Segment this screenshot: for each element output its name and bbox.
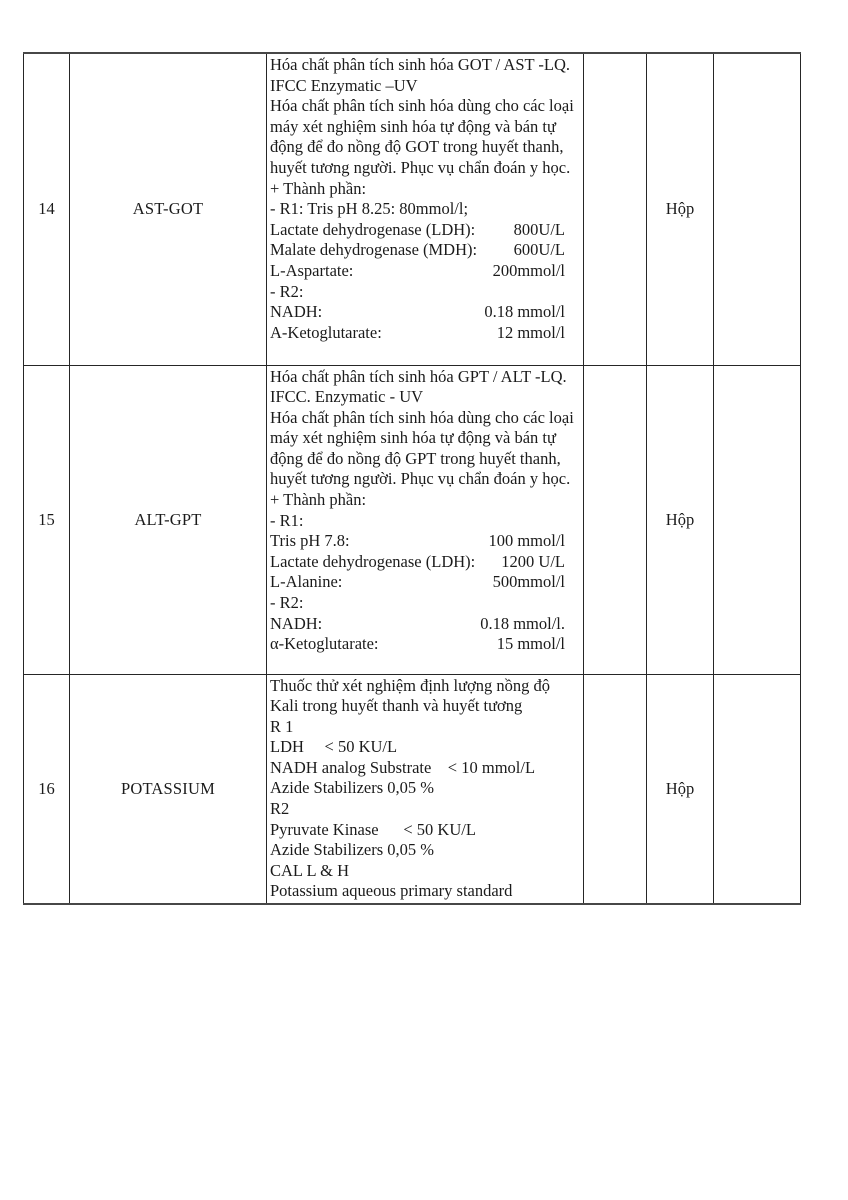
empty-cell xyxy=(714,365,801,674)
description-line xyxy=(270,861,581,882)
description-line-value: 200mmol/l xyxy=(492,260,565,280)
description-line xyxy=(270,552,581,573)
unit-cell: Hộp xyxy=(647,674,714,904)
description-line-text: LDH < 50 KU/L xyxy=(270,737,398,757)
description-line-value: 12 mmol/l xyxy=(496,322,565,342)
description-line xyxy=(270,96,581,117)
unit-cell: Hộp xyxy=(647,53,714,365)
description-line xyxy=(270,387,581,408)
description-line-text: IFCC. Enzymatic - UV xyxy=(270,387,424,407)
description-line xyxy=(270,158,581,179)
description-line-text: Pyruvate Kinase < 50 KU/L xyxy=(270,819,476,839)
description-line xyxy=(270,117,581,138)
description-line-text: CAL L & H xyxy=(270,860,349,880)
description-line-text: R 1 xyxy=(270,716,294,736)
description-cell xyxy=(267,365,584,674)
description-line xyxy=(270,676,581,697)
stt-cell: 15 xyxy=(24,365,70,674)
description-line xyxy=(270,261,581,282)
description-line-text: - R1: xyxy=(270,510,304,530)
description-line xyxy=(270,323,581,344)
description-line-value: 600U/L xyxy=(513,240,565,260)
description-line xyxy=(270,778,581,799)
description-line-text: - R2: xyxy=(270,593,304,613)
description-line-text: NADH analog Substrate < 10 mmol/L xyxy=(270,757,536,777)
description-line xyxy=(270,55,581,76)
description-cell xyxy=(267,53,584,365)
description-line-text: máy xét nghiệm sinh hóa tự động và bán tự xyxy=(270,116,556,136)
stt-cell: 16 xyxy=(24,674,70,904)
description-line-text: IFCC Enzymatic –UV xyxy=(270,75,418,95)
description-line xyxy=(270,179,581,200)
description-line xyxy=(270,137,581,158)
description-line-text: A-Ketoglutarate: xyxy=(270,322,382,342)
description-line-text: R2 xyxy=(270,799,290,819)
description-line xyxy=(270,737,581,758)
description-line-text: NADH: xyxy=(270,302,323,322)
description-line-text: động để đo nồng độ GOT trong huyết thanh, xyxy=(270,137,564,157)
description-line-text: huyết tương người. Phục vụ chẩn đoán y học. xyxy=(270,157,571,177)
description-line xyxy=(270,572,581,593)
description-line-value: 100 mmol/l xyxy=(488,531,565,551)
name-cell: POTASSIUM xyxy=(70,674,267,904)
name-cell: ALT-GPT xyxy=(70,365,267,674)
description-line-text: Azide Stabilizers 0,05 % xyxy=(270,778,435,798)
name-cell: AST-GOT xyxy=(70,53,267,365)
table-row xyxy=(24,365,801,674)
description-line xyxy=(270,76,581,97)
description-line xyxy=(270,367,581,388)
empty-cell xyxy=(584,53,647,365)
description-line-value: 0.18 mmol/l. xyxy=(480,613,565,633)
description-line xyxy=(270,820,581,841)
stt-cell: 14 xyxy=(24,53,70,365)
description-line xyxy=(270,428,581,449)
empty-cell xyxy=(584,674,647,904)
description-cell xyxy=(267,674,584,904)
description-line-text: động để đo nồng độ GPT trong huyết thanh, xyxy=(270,448,561,468)
description-line-text: Thuốc thử xét nghiệm định lượng nồng độ xyxy=(270,675,551,695)
description-line xyxy=(270,799,581,820)
description-line-value: 0.18 mmol/l xyxy=(484,302,565,322)
description-line-text: Lactate dehydrogenase (LDH): xyxy=(270,219,476,239)
description-line xyxy=(270,408,581,429)
description-line-text: - R1: Tris pH 8.25: 80mmol/l; xyxy=(270,199,469,219)
description-line xyxy=(270,302,581,323)
description-line-text: + Thành phần: xyxy=(270,490,367,510)
description-line-text: Azide Stabilizers 0,05 % xyxy=(270,840,435,860)
description-line-value: 15 mmol/l xyxy=(496,634,565,654)
description-line xyxy=(270,531,581,552)
description-line-text: Hóa chất phân tích sinh hóa dùng cho các loại xyxy=(270,407,574,427)
description-line-text: Potassium aqueous primary standard xyxy=(270,881,513,901)
description-line xyxy=(270,696,581,717)
description-line xyxy=(270,449,581,470)
empty-cell xyxy=(584,365,647,674)
description-line-text: Kali trong huyết thanh và huyết tương xyxy=(270,696,523,716)
description-line xyxy=(270,634,581,655)
description-line-text: NADH: xyxy=(270,613,323,633)
empty-cell xyxy=(714,674,801,904)
description-line-text: Lactate dehydrogenase (LDH): xyxy=(270,551,476,571)
description-line-text: L-Alanine: xyxy=(270,572,343,592)
unit-cell: Hộp xyxy=(647,365,714,674)
description-line-value: 800U/L xyxy=(513,219,565,239)
description-line xyxy=(270,614,581,635)
reagent-table xyxy=(23,52,801,905)
description-line-text: Hóa chất phân tích sinh hóa GOT / AST -LQ. xyxy=(270,55,571,74)
table-row xyxy=(24,53,801,365)
description-line xyxy=(270,490,581,511)
description-line xyxy=(270,199,581,220)
description-line xyxy=(270,220,581,241)
table-row xyxy=(24,674,801,904)
description-line xyxy=(270,593,581,614)
description-line-text: Hóa chất phân tích sinh hóa GPT / ALT -LQ. xyxy=(270,366,567,386)
description-line xyxy=(270,717,581,738)
description-line xyxy=(270,240,581,261)
description-line xyxy=(270,511,581,532)
description-line-text: máy xét nghiệm sinh hóa tự động và bán tự xyxy=(270,428,556,448)
description-line xyxy=(270,840,581,861)
description-line-text: Malate dehydrogenase (MDH): xyxy=(270,240,478,260)
description-line-text: Tris pH 7.8: xyxy=(270,531,350,551)
empty-cell xyxy=(714,53,801,365)
description-line-text: α-Ketoglutarate: xyxy=(270,634,379,654)
description-line-text: + Thành phần: xyxy=(270,178,367,198)
description-line-text: huyết tương người. Phục vụ chẩn đoán y học. xyxy=(270,469,571,489)
description-line-text: - R2: xyxy=(270,281,304,301)
description-line-value: 1200 U/L xyxy=(501,551,565,571)
description-line-text: L-Aspartate: xyxy=(270,260,354,280)
description-line-value: 500mmol/l xyxy=(492,572,565,592)
description-line-text: Hóa chất phân tích sinh hóa dùng cho các loại xyxy=(270,96,574,116)
description-line xyxy=(270,282,581,303)
description-line xyxy=(270,758,581,779)
description-line xyxy=(270,881,581,902)
description-line xyxy=(270,469,581,490)
